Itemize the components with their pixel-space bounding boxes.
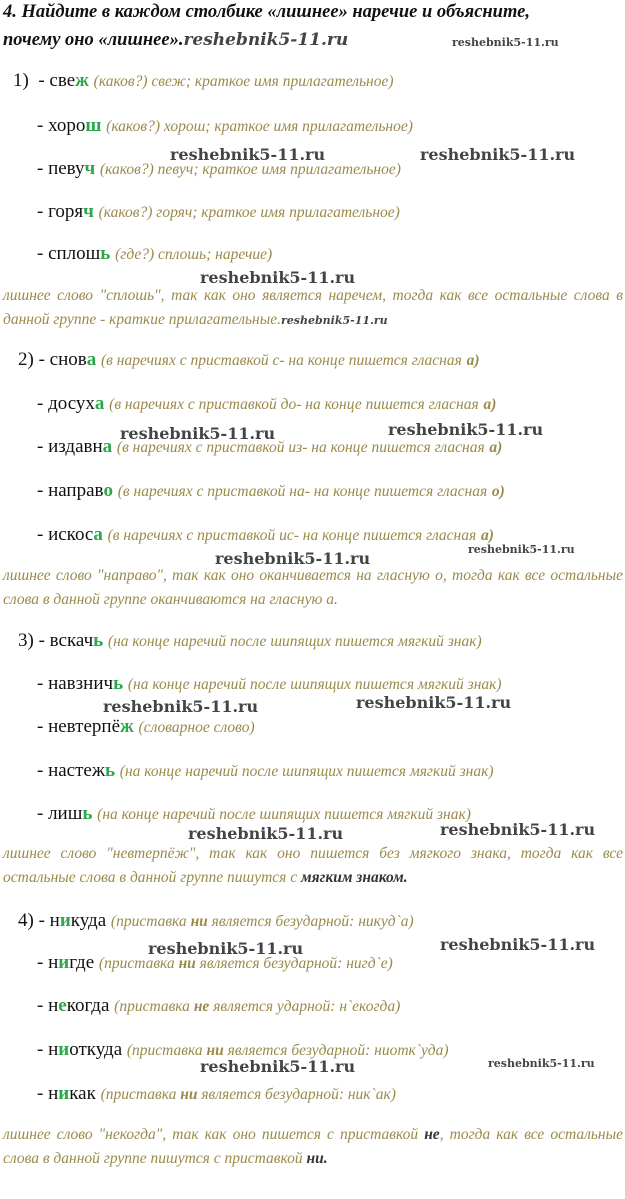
group-1-item-3: - певуч (каков?) певуч; краткое имя прилагательное)	[37, 158, 401, 179]
group-4-item-3: - некогда (приставка не является ударной: н`екогда)	[37, 995, 401, 1016]
group-1-item-4: - горяч (каков?) горяч; краткое имя прилагательное)	[37, 201, 400, 222]
watermark: reshebnik5-11.ru	[452, 36, 559, 49]
watermark: reshebnik5-11.ru	[356, 693, 512, 712]
watermark: reshebnik5-11.ru	[120, 424, 276, 443]
group-4-item-4: - ниоткуда (приставка ни является безударной: ниотк`уда)	[37, 1039, 449, 1060]
watermark: reshebnik5-11.ru	[488, 1057, 595, 1070]
group-1-conclusion: лишнее слово "сплошь", так как оно является наречем, тогда как все остальные слова в данной группе - краткие прилагательные.reshebnik5-11.ru	[3, 287, 623, 328]
watermark: reshebnik5-11.ru	[200, 1057, 356, 1076]
watermark: reshebnik5-11.ru	[148, 939, 304, 958]
watermark: reshebnik5-11.ru	[103, 697, 259, 716]
watermark: reshebnik5-11.ru	[281, 314, 388, 327]
group-3-conclusion: лишнее слово "невтерпёж", так как оно пишется без мягкого знака, тогда как все остальные слова в данной группе пишутся с мягким знаком.	[3, 845, 623, 886]
group-4-item-2: - нигде (приставка ни является безударной: нигд`е)	[37, 952, 393, 973]
group-2-conclusion: лишнее слово "направо", так как оно оканчивается на гласную о, тогда как все остальные слова в данной группе оканчиваются на гласную а.	[3, 567, 623, 608]
watermark: reshebnik5-11.ru	[440, 935, 596, 954]
watermark: reshebnik5-11.ru	[388, 420, 544, 439]
watermark: reshebnik5-11.ru	[188, 824, 344, 843]
group-4-conclusion: лишнее слово "некогда", так как оно пишется с приставкой не, тогда как все остальные слова в данной группе пишутся с приставкой ни.	[3, 1126, 623, 1167]
group-4-item-5: - никак (приставка ни является безударной: ник`ак)	[37, 1083, 396, 1104]
group-3-item-4: - настежь (на конце наречий после шипящих пишется мягкий знак)	[37, 760, 494, 781]
watermark: reshebnik5-11.ru	[200, 268, 356, 287]
group-3-item-5: - лишь (на конце наречий после шипящих пишется мягкий знак)	[37, 803, 471, 824]
group-2-item-4: - направо (в наречиях с приставкой на- на конце пишется гласная о)	[37, 480, 505, 501]
task-title-line1: 4. Найдите в каждом столбике «лишнее» наречие и объясните,	[3, 2, 530, 22]
group-3-item-3: - невтерпёж (словарное слово)	[37, 716, 255, 737]
group-1-item-2: - хорош (каков?) хорош; краткое имя прилагательное)	[37, 115, 413, 136]
group-1-item-5: - сплошь (где?) сплошь; наречие)	[37, 243, 273, 264]
group-3-item-2: - навзничь (на конце наречий после шипящих пишется мягкий знак)	[37, 673, 502, 694]
watermark: reshebnik5-11.ru	[420, 145, 576, 164]
group-2-item-1: 2) - снова (в наречиях с приставкой с- на конце пишется гласная а)	[18, 349, 480, 370]
watermark: reshebnik5-11.ru	[183, 30, 349, 50]
watermark: reshebnik5-11.ru	[468, 543, 575, 556]
watermark: reshebnik5-11.ru	[170, 145, 326, 164]
watermark: reshebnik5-11.ru	[215, 549, 371, 568]
group-2-item-2: - досуха (в наречиях с приставкой до- на конце пишется гласная а)	[37, 393, 497, 414]
group-1-item-1: 1) - свеж (каков?) свеж; краткое имя прилагательное)	[13, 70, 394, 91]
group-2-item-5: - искоса (в наречиях с приставкой ис- на конце пишется гласная а)	[37, 524, 494, 545]
watermark: reshebnik5-11.ru	[440, 820, 596, 839]
task-title-line2: почему оно «лишнее».reshebnik5-11.ru	[3, 30, 349, 50]
group-4-item-1: 4) - никуда (приставка ни является безударной: никуд`а)	[18, 910, 414, 931]
group-2-item-3: - издавна (в наречиях с приставкой из- на конце пишется гласная а)	[37, 436, 503, 457]
group-3-item-1: 3) - вскачь (на конце наречий после шипящих пишется мягкий знак)	[18, 630, 482, 651]
